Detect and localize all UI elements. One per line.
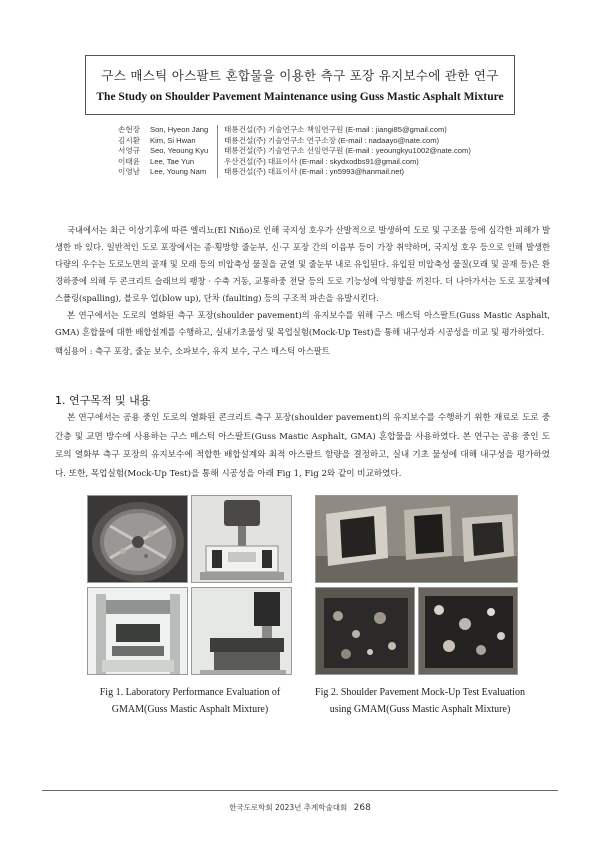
figure-2-caption-line: Fig 2. Shoulder Pavement Mock-Up Test Evaluation bbox=[315, 687, 525, 698]
author-row bbox=[118, 136, 498, 147]
figure-1-caption bbox=[70, 684, 310, 718]
author-list bbox=[118, 125, 498, 178]
figure-2-caption bbox=[300, 684, 540, 718]
page-footer bbox=[0, 802, 600, 813]
title-english: The Study on Shoulder Pavement Maintenance using Guss Mastic Asphalt Mixture bbox=[96, 91, 504, 103]
conference-name: 한국도로학회 2023년 추계학술대회 bbox=[229, 803, 348, 812]
figure-1-caption-line: GMAM(Guss Mastic Asphalt Mixture) bbox=[111, 704, 269, 715]
title-korean: 구스 매스틱 아스팔트 혼합물을 이용한 측구 포장 유지보수에 관한 연구 bbox=[101, 68, 499, 83]
author-korean-name: 김시환 bbox=[118, 135, 141, 145]
page-number: 268 bbox=[353, 803, 371, 813]
author-korean-name: 서영규 bbox=[118, 146, 141, 155]
author-row bbox=[118, 146, 498, 157]
abstract bbox=[55, 222, 550, 341]
figure-2 bbox=[315, 495, 518, 675]
section-heading: 1. 연구목적 및 내용 bbox=[55, 394, 151, 407]
title-box bbox=[85, 55, 515, 115]
abstract-paragraph: 본 연구에서는 도로의 열화된 측구 포장(shoulder pavement)의 유지보수를 위해 구스 매스틱 아스팔트(Guss Mastic Asphalt, GMA) 혼합물에 대한 배합설계를 수행하고, 실내기초물성 및 목업실험(Mock-Up Test)을 통해 내구성과 시공성을 비교 및 평가하였다. bbox=[55, 310, 550, 337]
photo-specimen-loading bbox=[191, 587, 292, 675]
author-english-name: Lee, Tae Yun bbox=[150, 156, 195, 166]
figure-2-caption-line: using GMAM(Guss Mastic Asphalt Mixture) bbox=[329, 704, 511, 715]
photo-compaction-device bbox=[191, 495, 292, 583]
photo-test-machine bbox=[87, 587, 188, 675]
author-row bbox=[118, 167, 498, 178]
figure-1 bbox=[87, 495, 292, 675]
author-row bbox=[118, 125, 498, 136]
author-korean-name: 이태윤 bbox=[118, 156, 141, 166]
abstract-paragraph: 국내에서는 최근 이상기후에 따른 엘리뇨(El Niño)로 인해 국지성 호우가 산발적으로 발생하여 도로 및 구조물 등에 심각한 피해가 발생한 바 있다. 일반적인 도로 포장에서는 종·횡방향 줄눈부, 신·구 포장 간의 이음부 등이 가장 취약하며, 국지성 호우 등으로 인해 발생한 다량의 우수는 도로노면의 골재 및 모래 등의 비압축성 물질을 균열 및 줄눈부 내로 유입된다. 유입된 비압축성 물질(모래 및 골재 등)은 환경하중에 의해 두 콘크리트 슬래브의 팽창 · 수축 거동, 교통하중 전달 등의 도로 기능성에 악영향을 끼친다. 더 나아가서는 도로 포장체에 스폴링(spalling), 블로우 업(blow up), 단차 (faulting) 등의 구조적 파손을 유발시킨다. bbox=[55, 225, 550, 303]
photo-mockup-section-after bbox=[418, 587, 518, 675]
author-row bbox=[118, 157, 498, 168]
author-affiliation: 태룡건설(주) 기술연구소 책임연구원 (E-mail : jiangi85@gmail.com) bbox=[217, 125, 498, 136]
figure-1-caption-line: Fig 1. Laboratory Performance Evaluation of bbox=[99, 687, 281, 698]
author-affiliation: 태룡건설(주) 대표이사 (E-mail : yn5993@hanmail.net) bbox=[217, 167, 498, 178]
photo-mixing-drum bbox=[87, 495, 188, 583]
photo-mockup-formwork bbox=[315, 495, 518, 583]
section-paragraph: 본 연구에서는 공용 중인 도로의 열화된 콘크리트 측구 포장(shoulder pavement)의 유지보수를 수행하기 위한 재료로 도로 중간층 및 교면 방수에 사용하는 구스 매스틱 아스팔트(Guss Mastic Asphalt, GMA) 혼합물을 사용하였다. 본 연구는 공용 중인 도로의 열화부 측구 포장의 유지보수에 적합한 배합설계와 최적 아스팔트 함량을 결정하고, 실내 기초 물성에 대해 내구성을 평가하였다. 또한, 목업실험(Mock-Up Test)을 통해 시공성을 아래 Fig 1, Fig 2와 같이 비교하였다. bbox=[55, 413, 550, 479]
footer-rule bbox=[42, 790, 558, 791]
photo-mockup-section-before bbox=[315, 587, 415, 675]
author-affiliation: 태룡건설(주) 기술연구소 연구소장 (E-mail : nadaayo@nate.com) bbox=[217, 136, 498, 147]
author-korean-name: 손현장 bbox=[118, 125, 141, 134]
author-affiliation: 태룡건설(주) 기술연구소 선임연구원 (E-mail : yeoungkyu1002@nate.com) bbox=[217, 146, 498, 157]
section-body bbox=[55, 409, 550, 483]
author-english-name: Lee, Young Nam bbox=[150, 167, 207, 176]
author-korean-name: 이영남 bbox=[118, 167, 141, 176]
author-affiliation: 우산건설(주) 대표이사 (E-mail : skydxodbs91@gmail.com) bbox=[217, 157, 498, 168]
author-english-name: Kim, Si Hwan bbox=[150, 135, 196, 145]
author-english-name: Seo, Yeoung Kyu bbox=[150, 146, 209, 155]
keywords: 핵심용어 : 측구 포장, 줄눈 보수, 소파보수, 유지 보수, 구스 매스틱 아스팔트 bbox=[55, 346, 330, 356]
author-english-name: Son, Hyeon Jang bbox=[150, 125, 209, 134]
